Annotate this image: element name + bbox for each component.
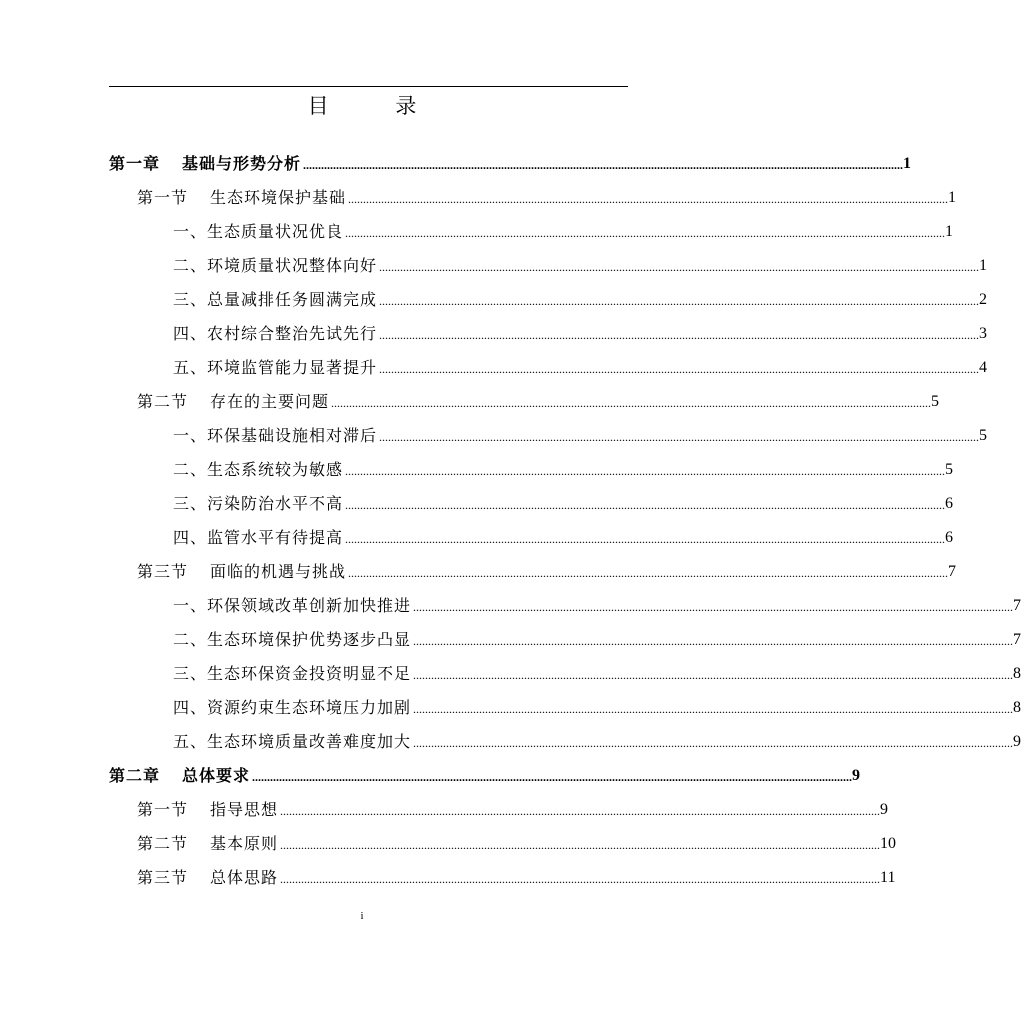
toc-dot-leader: ........................................................................................................................................................................................................ xyxy=(413,736,1014,750)
toc-dot-leader: ........................................................................................................................................................................................................ xyxy=(303,158,904,172)
toc-entry-title: 污染防治水平不高 xyxy=(207,494,344,513)
toc-entry-number: 二、 xyxy=(173,460,208,479)
toc-item-row[interactable] xyxy=(109,684,1021,718)
toc-entry-number: 第二节 xyxy=(137,392,189,411)
toc-page-number: 7 xyxy=(1013,631,1021,648)
toc-entry-number: 第二节 xyxy=(137,834,189,853)
toc-page-number: 1 xyxy=(903,155,912,172)
toc-entry-title: 环保基础设施相对滞后 xyxy=(207,426,378,445)
toc-entry-title: 环境监管能力显著提升 xyxy=(207,358,378,377)
toc-page-number: 9 xyxy=(852,767,861,784)
toc-item-row[interactable] xyxy=(109,480,954,514)
toc-item-row[interactable] xyxy=(109,276,988,310)
toc-entry-title: 生态系统较为敏感 xyxy=(207,460,344,479)
toc-page-number: 7 xyxy=(1013,597,1021,614)
toc-entry-number: 第一章 xyxy=(109,154,161,173)
toc-page-number: 10 xyxy=(880,835,897,852)
toc-item-row[interactable] xyxy=(109,344,988,378)
toc-entry-number: 二、 xyxy=(173,256,208,275)
toc-page-number: 6 xyxy=(945,495,954,512)
toc-entry-number: 五、 xyxy=(173,358,208,377)
toc-section-row[interactable] xyxy=(109,378,940,412)
toc-page-number: 1 xyxy=(948,189,957,206)
toc-page-number: 5 xyxy=(979,427,988,444)
toc-entry-title: 存在的主要问题 xyxy=(210,392,330,411)
toc-page-number: 7 xyxy=(948,563,957,580)
toc-section-row[interactable] xyxy=(109,174,957,208)
toc-page-number: 5 xyxy=(945,461,954,478)
header-rule xyxy=(109,86,628,87)
toc-entry-title: 农村综合整治先试先行 xyxy=(207,324,378,343)
toc-entry-number: 第一节 xyxy=(137,800,189,819)
toc-page-number: 6 xyxy=(945,529,954,546)
toc-entry-title: 生态环保资金投资明显不足 xyxy=(207,664,412,683)
toc-page-number: 5 xyxy=(931,393,940,410)
toc-section-row[interactable] xyxy=(109,820,897,854)
toc-chapter-row[interactable] xyxy=(109,752,861,786)
toc-entry-number: 三、 xyxy=(173,664,208,683)
toc-entry-number: 第三节 xyxy=(137,562,189,581)
toc-dot-leader: ........................................................................................................................................................................................................ xyxy=(252,770,853,784)
toc-page-number: 1 xyxy=(945,223,954,240)
toc-entry-title: 总量减排任务圆满完成 xyxy=(207,290,378,309)
toc-entry-title: 生态环境保护优势逐步凸显 xyxy=(207,630,412,649)
toc-entry-title: 生态环境保护基础 xyxy=(210,188,347,207)
toc-entry-number: 一、 xyxy=(173,222,208,241)
toc-entry-title: 总体思路 xyxy=(210,868,279,887)
toc-page-number: 9 xyxy=(1013,733,1021,750)
toc-entry-title: 环保领域改革创新加快推进 xyxy=(207,596,412,615)
toc-entry-number: 一、 xyxy=(173,426,208,445)
toc-entry-title: 面临的机遇与挑战 xyxy=(210,562,347,581)
toc-dot-leader: ........................................................................................................................................................................................................ xyxy=(379,294,980,308)
toc-dot-leader: ........................................................................................................................................................................................................ xyxy=(348,566,949,580)
toc-dot-leader: ........................................................................................................................................................................................................ xyxy=(331,396,932,410)
toc-entry-number: 四、 xyxy=(173,528,208,547)
toc-item-row[interactable] xyxy=(109,208,954,242)
toc-dot-leader: ........................................................................................................................................................................................................ xyxy=(413,668,1014,682)
toc-entry-title: 总体要求 xyxy=(182,766,251,785)
toc-entry-title: 指导思想 xyxy=(210,800,279,819)
toc-entry-title: 基本原则 xyxy=(210,834,279,853)
toc-item-row[interactable] xyxy=(109,310,988,344)
toc-dot-leader: ........................................................................................................................................................................................................ xyxy=(345,498,946,512)
toc-dot-leader: ........................................................................................................................................................................................................ xyxy=(413,702,1014,716)
toc-section-row[interactable] xyxy=(109,786,889,820)
toc-entry-number: 四、 xyxy=(173,698,208,717)
toc-entry-number: 一、 xyxy=(173,596,208,615)
toc-page-number: 9 xyxy=(880,801,889,818)
toc-item-row[interactable] xyxy=(109,616,1021,650)
toc-entry-title: 生态环境质量改善难度加大 xyxy=(207,732,412,751)
toc-entry-title: 监管水平有待提高 xyxy=(207,528,344,547)
toc-entry-number: 五、 xyxy=(173,732,208,751)
toc-entry-title: 生态质量状况优良 xyxy=(207,222,344,241)
toc-dot-leader: ........................................................................................................................................................................................................ xyxy=(345,226,946,240)
toc-item-row[interactable] xyxy=(109,718,1021,752)
toc-entry-number: 第一节 xyxy=(137,188,189,207)
toc-dot-leader: ........................................................................................................................................................................................................ xyxy=(345,532,946,546)
toc-page-number: 2 xyxy=(979,291,988,308)
toc-entry-title: 基础与形势分析 xyxy=(182,154,302,173)
toc-page-number: 8 xyxy=(1013,665,1021,682)
toc-page-number: 4 xyxy=(979,359,988,376)
toc-dot-leader: ........................................................................................................................................................................................................ xyxy=(413,634,1014,648)
toc-dot-leader: ........................................................................................................................................................................................................ xyxy=(379,328,980,342)
toc-page-number: 3 xyxy=(979,325,988,342)
toc-item-row[interactable] xyxy=(109,446,954,480)
toc-item-row[interactable] xyxy=(109,514,954,548)
toc-dot-leader: ........................................................................................................................................................................................................ xyxy=(345,464,946,478)
toc-entry-number: 第二章 xyxy=(109,766,161,785)
toc-section-row[interactable] xyxy=(109,548,957,582)
toc-entry-number: 四、 xyxy=(173,324,208,343)
toc-entry-number: 二、 xyxy=(173,630,208,649)
toc-page-number: 11 xyxy=(880,869,896,886)
toc-page-number: 8 xyxy=(1013,699,1021,716)
toc-item-row[interactable] xyxy=(109,650,1021,684)
toc-entry-title: 环境质量状况整体向好 xyxy=(207,256,378,275)
toc-entry-number: 第三节 xyxy=(137,868,189,887)
toc-dot-leader: ........................................................................................................................................................................................................ xyxy=(379,362,980,376)
toc-section-row[interactable] xyxy=(109,854,896,888)
toc-item-row[interactable] xyxy=(109,412,988,446)
page-title: 目 录 xyxy=(307,94,447,118)
footer-page-number: i xyxy=(360,910,364,922)
toc-dot-leader: ........................................................................................................................................................................................................ xyxy=(413,600,1014,614)
toc-entry-number: 三、 xyxy=(173,494,208,513)
toc-dot-leader: ........................................................................................................................................................................................................ xyxy=(280,838,881,852)
toc-dot-leader: ........................................................................................................................................................................................................ xyxy=(379,430,980,444)
toc-item-row[interactable] xyxy=(109,242,988,276)
toc-entry-number: 三、 xyxy=(173,290,208,309)
toc-dot-leader: ........................................................................................................................................................................................................ xyxy=(348,192,949,206)
toc-dot-leader: ........................................................................................................................................................................................................ xyxy=(379,260,980,274)
toc-dot-leader: ........................................................................................................................................................................................................ xyxy=(280,872,881,886)
toc-chapter-row[interactable] xyxy=(109,140,912,174)
toc-item-row[interactable] xyxy=(109,582,1021,616)
toc-dot-leader: ........................................................................................................................................................................................................ xyxy=(280,804,881,818)
table-of-contents xyxy=(109,140,1021,888)
toc-entry-title: 资源约束生态环境压力加剧 xyxy=(207,698,412,717)
toc-page-number: 1 xyxy=(979,257,988,274)
